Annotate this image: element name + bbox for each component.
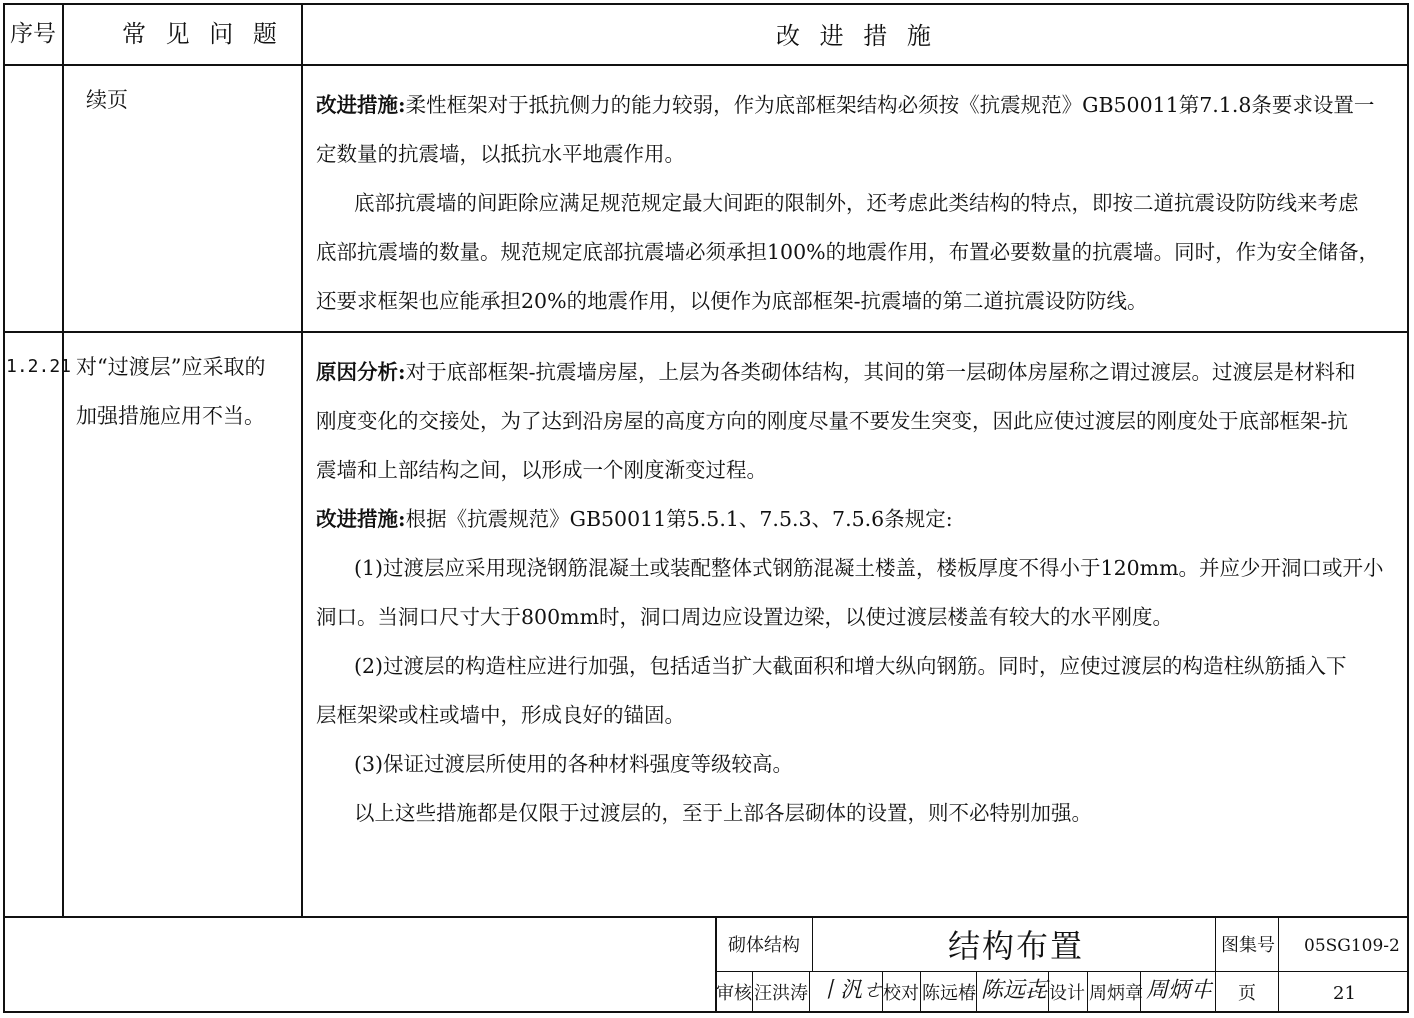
row2-para-2: 刚度变化的交接处，为了达到沿房屋的高度方向的刚度尽量不要发生突变，因此应使过渡层的刚度处于底部框架-抗: [316, 409, 1348, 433]
titleblock-designer: 周炳章: [1089, 983, 1143, 1004]
row2-para-5: (1)过渡层应采用现浇钢筋混凝土或装配整体式钢筋混凝土楼盖，楼板厚度不得小于120mm。并应少开洞口或开小: [354, 556, 1384, 580]
row2-para-4: 改进措施:根据《抗震规范》GB50011第5.5.1、7.5.3、7.5.6条规定:: [316, 507, 953, 531]
col-problem-divider: [301, 3, 303, 918]
header-col-measure: 改 进 措 施: [776, 22, 937, 50]
row2-label-cause: 原因分析:: [316, 360, 406, 384]
titleblock-page-no: 21: [1333, 983, 1356, 1004]
tb-sep-1: [752, 972, 753, 1013]
titleblock-category-divider: [812, 916, 813, 972]
titleblock-atlas-label: 图集号: [1221, 935, 1275, 956]
border-right: [1407, 3, 1409, 1013]
titleblock-atlas-no: 05SG109-2: [1304, 936, 1400, 956]
header-col-problem: 常 见 问 题: [122, 20, 283, 48]
tb-sep-2: [809, 972, 810, 1013]
col-no-divider: [62, 3, 64, 918]
border-top: [3, 3, 1409, 5]
signature-reviewer: 丨汎ㄜ: [818, 978, 885, 1003]
row1-para-1: 改进措施:柔性框架对于抵抗侧力的能力较弱，作为底部框架结构必须按《抗震规范》GB50011第7.1.8条要求设置一: [316, 93, 1375, 117]
row1-label-measure: 改进措施:: [316, 93, 406, 117]
header-bottom-line: [3, 64, 1409, 66]
row2-para-9: (3)保证过渡层所使用的各种材料强度等级较高。: [354, 752, 794, 776]
row1-para-2: 定数量的抗震墙，以抵抗水平地震作用。: [316, 142, 685, 166]
row2-problem-line-1: 对“过渡层”应采取的: [76, 355, 266, 379]
row2-label-measure: 改进措施:: [316, 507, 406, 531]
titleblock-mid-line: [716, 971, 1407, 972]
titleblock-review-label: 审核: [716, 983, 752, 1004]
tb-sep-4: [920, 972, 921, 1013]
signature-designer: 周炳㐄: [1146, 978, 1213, 1003]
row1-problem: 续页: [86, 88, 128, 112]
row2-para-7: (2)过渡层的构造柱应进行加强，包括适当扩大截面积和增大纵向钢筋。同时，应使过渡层的构造柱纵筋插入下: [354, 654, 1347, 678]
titleblock-category: 砌体结构: [728, 935, 800, 956]
titleblock-page-label: 页: [1238, 983, 1256, 1004]
table-bottom-line: [3, 916, 1409, 918]
border-left: [3, 3, 5, 1013]
row2-para-6: 洞口。当洞口尺寸大于800mm时，洞口周边应设置边梁，以使过渡层楼盖有较大的水平刚度。: [316, 605, 1174, 629]
tb-sep-7: [1087, 972, 1088, 1013]
tb-sep-5: [976, 972, 977, 1013]
row2-no: 1.2.21: [6, 356, 72, 377]
row1-para-5: 还要求框架也应能承担20%的地震作用，以便作为底部框架-抗震墙的第二道抗震设防防线。: [316, 289, 1148, 313]
row2-problem-line-2: 加强措施应用不当。: [76, 404, 265, 428]
row1-para-3: 底部抗震墙的间距除应满足规范规定最大间距的限制外，还考虑此类结构的特点，即按二道抗震设防防线来考虑: [354, 191, 1359, 215]
titleblock-reviewer: 汪洪涛: [754, 983, 808, 1004]
row2-para-3: 震墙和上部结构之间，以形成一个刚度渐变过程。: [316, 458, 767, 482]
row2-para-1: 原因分析:对于底部框架-抗震墙房屋，上层为各类砌体结构，其间的第一层砌体房屋称之谓过渡层。过渡层是材料和: [316, 360, 1356, 384]
row-divider: [3, 331, 1409, 333]
titleblock-checker: 陈远椿: [922, 983, 976, 1004]
row1-para-4: 底部抗震墙的数量。规范规定底部抗震墙必须承担100%的地震作用，布置必要数量的抗震墙。同时，作为安全储备，: [316, 240, 1380, 264]
border-bottom: [3, 1011, 1409, 1013]
header-col-no: 序号: [10, 21, 56, 47]
titleblock-check-label: 校对: [883, 983, 919, 1004]
titleblock-atlasno-divider: [1278, 916, 1279, 1013]
titleblock-atlas-divider: [1215, 916, 1216, 1013]
titleblock-design-label: 设计: [1049, 983, 1085, 1004]
signature-checker: 陈远㐂: [981, 978, 1048, 1003]
row2-para-10: 以上这些措施都是仅限于过渡层的，至于上部各层砌体的设置，则不必特别加强。: [354, 801, 1092, 825]
titleblock-title: 结构布置: [948, 927, 1085, 965]
row2-para-8: 层框架梁或柱或墙中，形成良好的锚固。: [316, 703, 685, 727]
